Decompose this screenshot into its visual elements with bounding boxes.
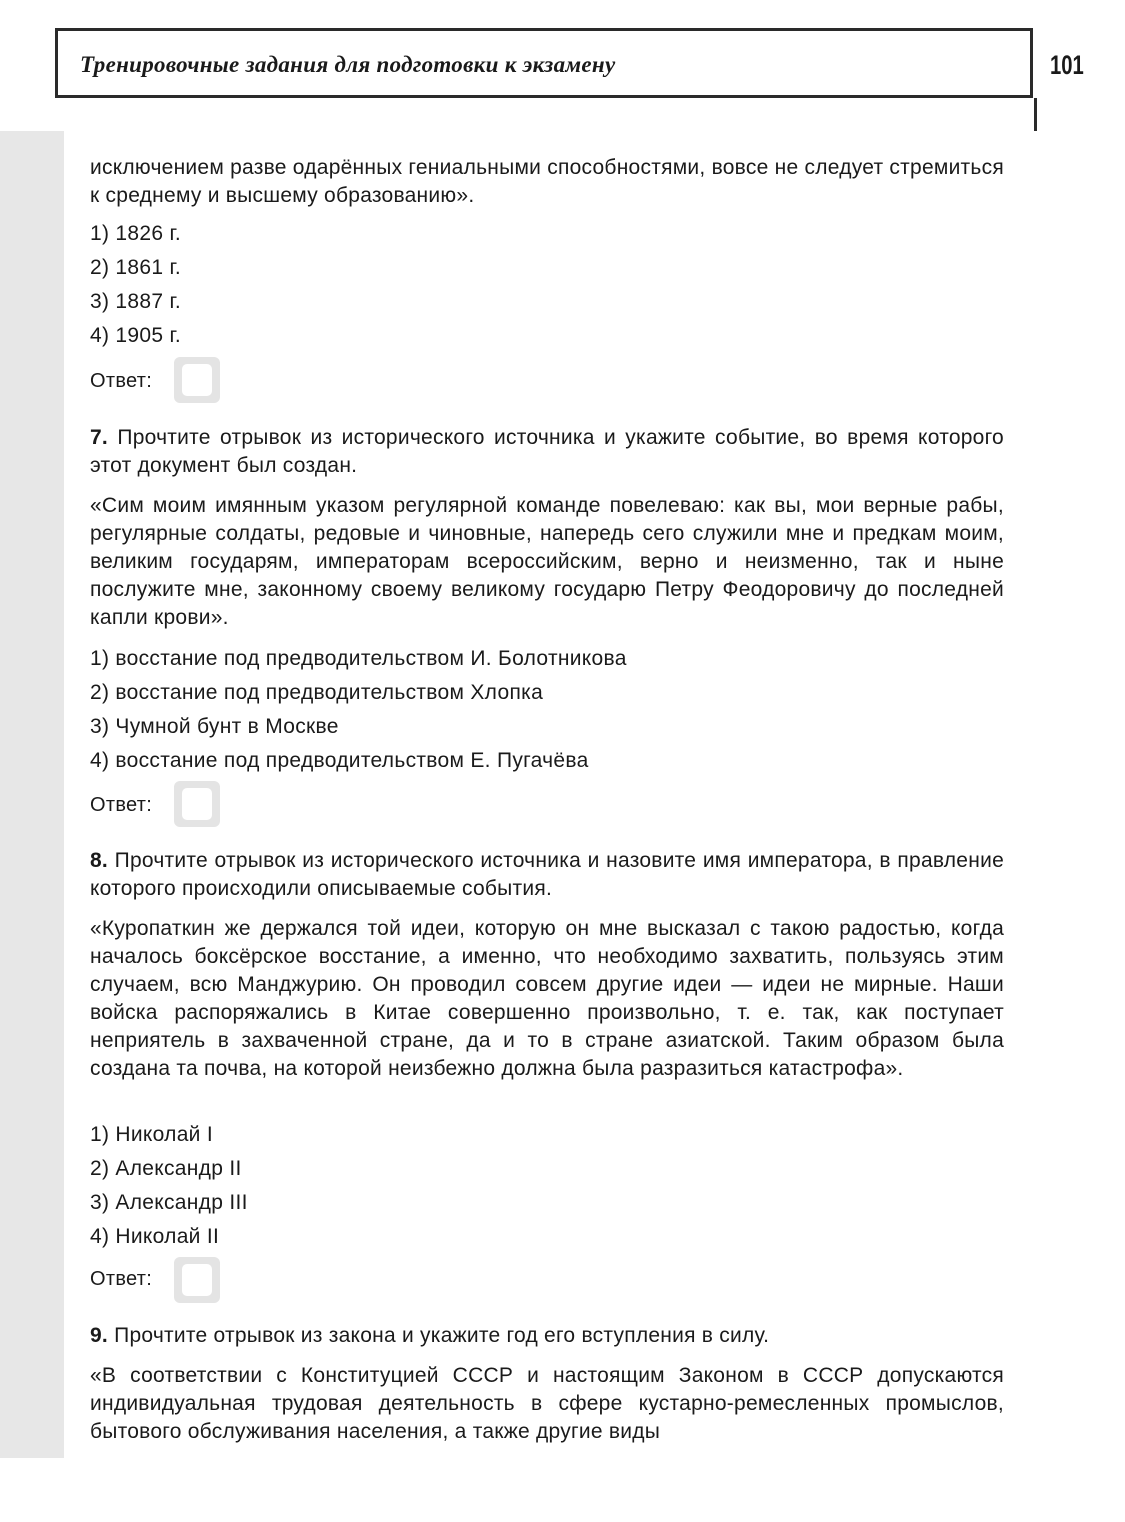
header-divider (1034, 98, 1037, 132)
q7-prompt (90, 424, 1004, 480)
q7-quote: «Сим моим имянным указом регулярной команде повелеваю: как вы, мои верные рабы, регулярные солдаты, редовые и чиновные, напередь сего служили мне и предкам моим, великим государям, императорам всероссийским, верно и неизменно, так и ныне послужите мне, законному своему великому государю Петру Феодоровичу до последней капли крови». (90, 494, 1004, 629)
prev-option-4: 4) 1905 г. (90, 324, 181, 347)
header-frame (55, 28, 1033, 98)
q8-option-2: 2) Александр II (90, 1157, 242, 1180)
q9-prompt-text: Прочтите отрывок из закона и укажите год его вступления в силу. (114, 1324, 770, 1347)
q7-answer-label: Ответ: (90, 794, 153, 816)
prev-answer-box[interactable] (174, 357, 220, 403)
header-title: Тренировочные задания для подготовки к экзамену (80, 52, 616, 77)
prev-option-3: 3) 1887 г. (90, 290, 181, 313)
prev-option-2: 2) 1861 г. (90, 256, 181, 279)
q8-quote: «Куропаткин же держался той идеи, которую он мне высказал с такою радостью, когда началось боксёрское восстание, а именно, что необходимо захватить, пользуясь этим случаем, всю Манджурию. Он проводил совсем другие идеи — идеи не мирные. Наши войска распоряжались в Китае совершенно произвольно, т. е. так, как поступает неприятель в захваченной стране, да и то в стране азиатской. Таким образом была создана та почва, на которой неизбежно должна была разразиться катастрофа». (90, 917, 1004, 1080)
q9-quote: «В соответствии с Конституцией СССР и настоящим Законом в СССР допускаются индивидуальная трудовая деятельность в сфере кустарно-ремесленных промыслов, бытового обслуживания населения, а также другие виды (90, 1364, 1004, 1443)
q8-answer-label: Ответ: (90, 1268, 153, 1290)
q8-prompt (90, 847, 1004, 903)
q7-answer-box[interactable] (174, 781, 220, 827)
q7-option-1: 1) восстание под предводительством И. Болотникова (90, 647, 627, 670)
q7-option-2: 2) восстание под предводительством Хлопка (90, 681, 544, 704)
q8-prompt-text: Прочтите отрывок из исторического источника и назовите имя императора, в правление которого происходили описываемые события. (90, 849, 1004, 900)
q7-number: 7. (90, 426, 109, 449)
q9-number: 9. (90, 1324, 109, 1347)
prev-question-text: исключением разве одарённых гениальными способностями, вовсе не следует стремиться к среднему и высшему образованию». (90, 156, 1004, 207)
page-number: 101 (1050, 50, 1084, 80)
q8-number: 8. (90, 849, 109, 872)
q8-option-3: 3) Александр III (90, 1191, 248, 1214)
q9-prompt (90, 1322, 1004, 1350)
q7-option-4: 4) восстание под предводительством Е. Пугачёва (90, 749, 589, 772)
q8-option-1: 1) Николай I (90, 1123, 213, 1146)
q7-option-3: 3) Чумной бунт в Москве (90, 715, 339, 738)
prev-option-1: 1) 1826 г. (90, 222, 181, 245)
prev-answer-label: Ответ: (90, 370, 153, 392)
q7-prompt-text: Прочтите отрывок из исторического источника и укажите событие, во время которого этот документ был создан. (90, 426, 1004, 477)
q8-option-4: 4) Николай II (90, 1225, 220, 1248)
q8-answer-box[interactable] (174, 1257, 220, 1303)
